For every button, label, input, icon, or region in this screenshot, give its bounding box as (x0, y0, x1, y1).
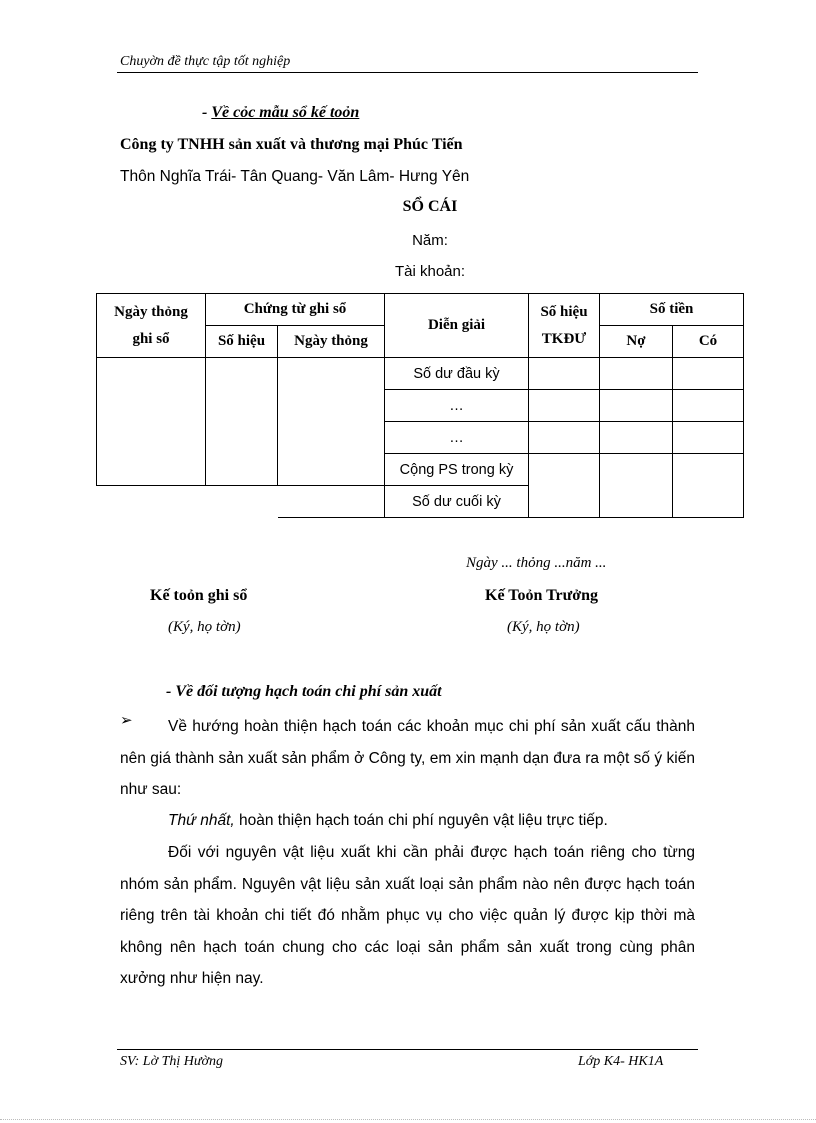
header-description: Diễn giải (385, 294, 529, 358)
section-heading-ledger-forms (202, 104, 359, 122)
table-cell (97, 486, 206, 518)
header-contra-account (529, 294, 600, 358)
table-cell (206, 486, 278, 518)
arrow-bullet-icon: ➢ (120, 713, 133, 729)
company-name: Công ty TNHH sản xuất và thương mại Phúc Tiến (120, 136, 463, 153)
table-row (97, 358, 744, 390)
header-voucher-date: Ngày thỏng (278, 326, 385, 358)
section-dash: - (202, 104, 212, 121)
table-cell (278, 358, 385, 486)
paragraph-first-point (120, 805, 695, 837)
header-account-line1: Số hiệu (540, 303, 588, 320)
table-cell (97, 358, 206, 486)
table-cell (673, 358, 744, 390)
section-title: Về cỏc mẫu sổ kế toỏn (211, 104, 360, 121)
header-voucher: Chứng từ ghi sổ (206, 294, 385, 326)
signature-date-line: Ngày ... thỏng ...năm ... (466, 555, 607, 571)
section-heading-cost-objects: - Về đối tượng hạch toán chi phí sản xuất (166, 683, 442, 700)
table-cell (529, 358, 600, 390)
header-debit: Nợ (600, 326, 673, 358)
company-address: Thôn Nghĩa Trái- Tân Quang- Văn Lâm- Hưng Yên (120, 168, 470, 185)
footer-class: Lớp K4- HK1A (578, 1054, 664, 1069)
row-description: Cộng PS trong kỳ (385, 454, 529, 486)
ledger-table (96, 293, 744, 518)
table-cell (529, 422, 600, 454)
paragraph-first-point-lead: Thứ nhất, (168, 812, 235, 829)
table-cell (600, 454, 673, 518)
paragraph-materials: Đối với nguyên vật liệu xuất khi cần phải được hạch toán riêng cho từng nhóm sản phẩm. Nguyên vật liệu sản xuất loại sản phẩm nào nên được hạch toán riêng trên tài khoản chi tiết đó nhằm phục vụ cho việc quản lý được kịp thời mà không nên hạch toán chung cho các loại sản phẩm sản xuất trong cùng phân xưởng như hiện nay. (120, 844, 695, 987)
row-description: … (385, 390, 529, 422)
table-cell (529, 390, 600, 422)
table-cell (600, 358, 673, 390)
ledger-title: SỔ CÁI (402, 198, 458, 215)
table-cell (600, 422, 673, 454)
table-cell (278, 486, 385, 518)
signature-chief-accountant-title: Kế Toỏn Trưởng (485, 587, 599, 604)
row-description: … (385, 422, 529, 454)
header-account-line2: TKĐƯ (541, 330, 587, 347)
signature-bookkeeper-title: Kế toỏn ghi sổ (150, 587, 248, 604)
page-bottom-divider (0, 1119, 816, 1120)
footer-student: SV: Lờ Thị Hường (120, 1054, 223, 1069)
signature-chief-accountant-note: (Ký, họ tờn) (507, 619, 580, 635)
header-rule (117, 72, 698, 73)
ledger-account-label: Tài khoản: (394, 263, 466, 280)
table-cell (673, 422, 744, 454)
header-credit: Có (673, 326, 744, 358)
header-date-line1: Ngày thỏng (114, 303, 188, 320)
ledger-year-label: Năm: (412, 232, 448, 249)
signature-bookkeeper-note: (Ký, họ tờn) (168, 619, 241, 635)
row-description: Số dư cuối kỳ (385, 486, 529, 518)
table-cell (600, 390, 673, 422)
header-amount: Số tiền (600, 294, 744, 326)
row-description: Số dư đầu kỳ (385, 358, 529, 390)
paragraph-first-point-text: hoàn thiện hạch toán chi phí nguyên vật liệu trực tiếp. (234, 812, 608, 829)
header-date-recorded (97, 294, 206, 358)
table-cell (673, 454, 744, 518)
table-cell (673, 390, 744, 422)
header-date-line2: ghi sổ (132, 330, 170, 347)
paragraph-intro: Về hướng hoàn thiện hạch toán các khoản mục chi phí sản xuất cấu thành nên giá thành sản xuất sản phẩm ở Công ty, em xin mạnh dạn đưa ra một số ý kiến như sau: (120, 718, 695, 798)
footer-rule (117, 1049, 698, 1050)
table-cell (206, 358, 278, 486)
page-header: Chuyờn đề thực tập tốt nghiệp (120, 54, 291, 69)
table-cell (529, 454, 600, 518)
header-voucher-no: Số hiệu (206, 326, 278, 358)
